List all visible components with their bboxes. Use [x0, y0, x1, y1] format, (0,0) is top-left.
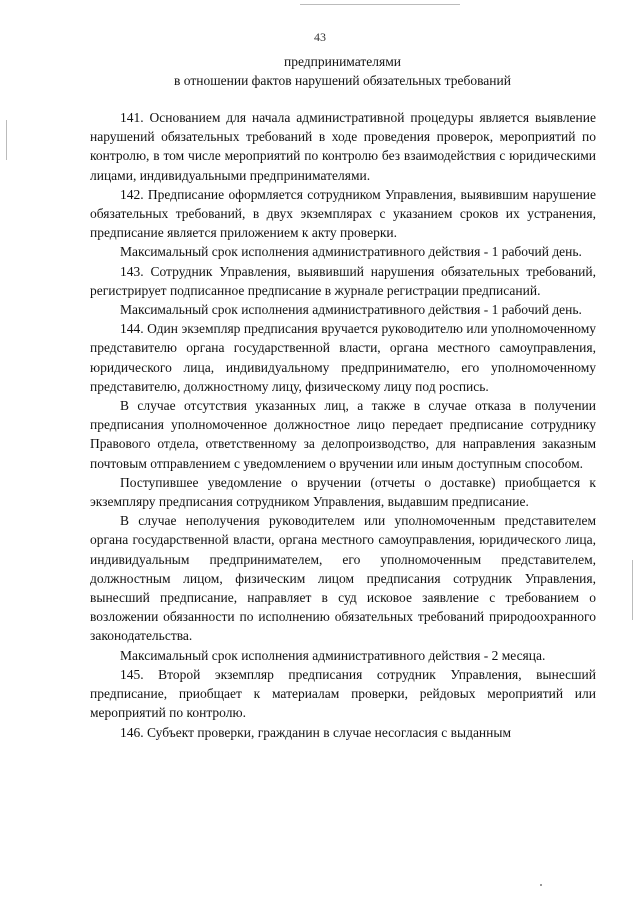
page-number: 43 [314, 30, 326, 44]
section-heading [90, 52, 595, 90]
paragraph-deadline-2: Максимальный срок исполнения административного действия - 1 рабочий день. [120, 302, 582, 318]
paragraph-143: 143. Сотрудник Управления, выявивший нарушения обязательных требований, регистрирует подписанное предписание в журнале регистрации предписаний. [90, 263, 596, 298]
paragraph-deadline-1: Максимальный срок исполнения административного действия - 1 рабочий день. [120, 244, 582, 260]
heading-line-1: предпринимателями [283, 54, 401, 69]
scan-edge-left [6, 120, 7, 160]
paragraph-deadline-3: Максимальный срок исполнения административного действия - 2 месяца. [120, 647, 546, 663]
paragraph-144: 144. Один экземпляр предписания вручается руководителю или уполномоченному представителю органа государственной власти, органа местного самоуправления, юридического лица, индивидуальному предпринимателю, его уполномоченному представителю, должностному лицу, физическому лицу под роспись. [90, 321, 596, 394]
paragraph-141: 141. Основанием для начала административной процедуры является выявление нарушений обязательных требований в ходе проведения проверок, мероприятий по контролю, в том числе мероприятий по контролю без взаимодействия с юридическими лицами, индивидуальными предпринимателями. [90, 110, 596, 183]
paragraph-absence: В случае отсутствия указанных лиц, а также в случае отказа в получении предписания уполномоченное должностное лицо передает предписание сотруднику Правового отдела, ответственному за делопроизводство, для направления заказным почтовым отправлением с уведомлением о вручении или иным доступным способом. [90, 398, 596, 471]
heading-line-2: в отношении фактов нарушений обязательных требований [174, 73, 511, 88]
scan-edge-right [632, 560, 633, 620]
paragraph-notification: Поступившее уведомление о вручении (отчеты о доставке) приобщается к экземпляру предписания сотрудником Управления, выдавшим предписание. [90, 474, 596, 510]
scan-speck [540, 884, 542, 886]
paragraph-142: 142. Предписание оформляется сотрудником Управления, выявившим нарушение обязательных требований, в двух экземплярах с указанием сроков их устранения, предписание является приложением к акту проверки. [90, 186, 596, 241]
paragraph-non-receipt: В случае неполучения руководителем или уполномоченным представителем органа государственной власти, органа местного самоуправления, юридического лица, индивидуальным предпринимателем, его уполномоченным представителем, должностным лицом, физическим лицом предписания сотрудник Управления, вынесший предписание, направляет в суд исковое заявление с требованием о возложении обязанности по исполнению обязательных требований природоохранного законодательства. [90, 513, 596, 644]
document-body [90, 108, 596, 742]
paragraph-145: 145. Второй экземпляр предписания сотрудник Управления, вынесший предписание, приобщает к материалам проверки, рейдовых мероприятий или мероприятий по контролю. [90, 666, 596, 721]
scan-edge-top [300, 4, 460, 5]
paragraph-146: 146. Субъект проверки, гражданин в случае несогласия с выданным [120, 724, 511, 740]
